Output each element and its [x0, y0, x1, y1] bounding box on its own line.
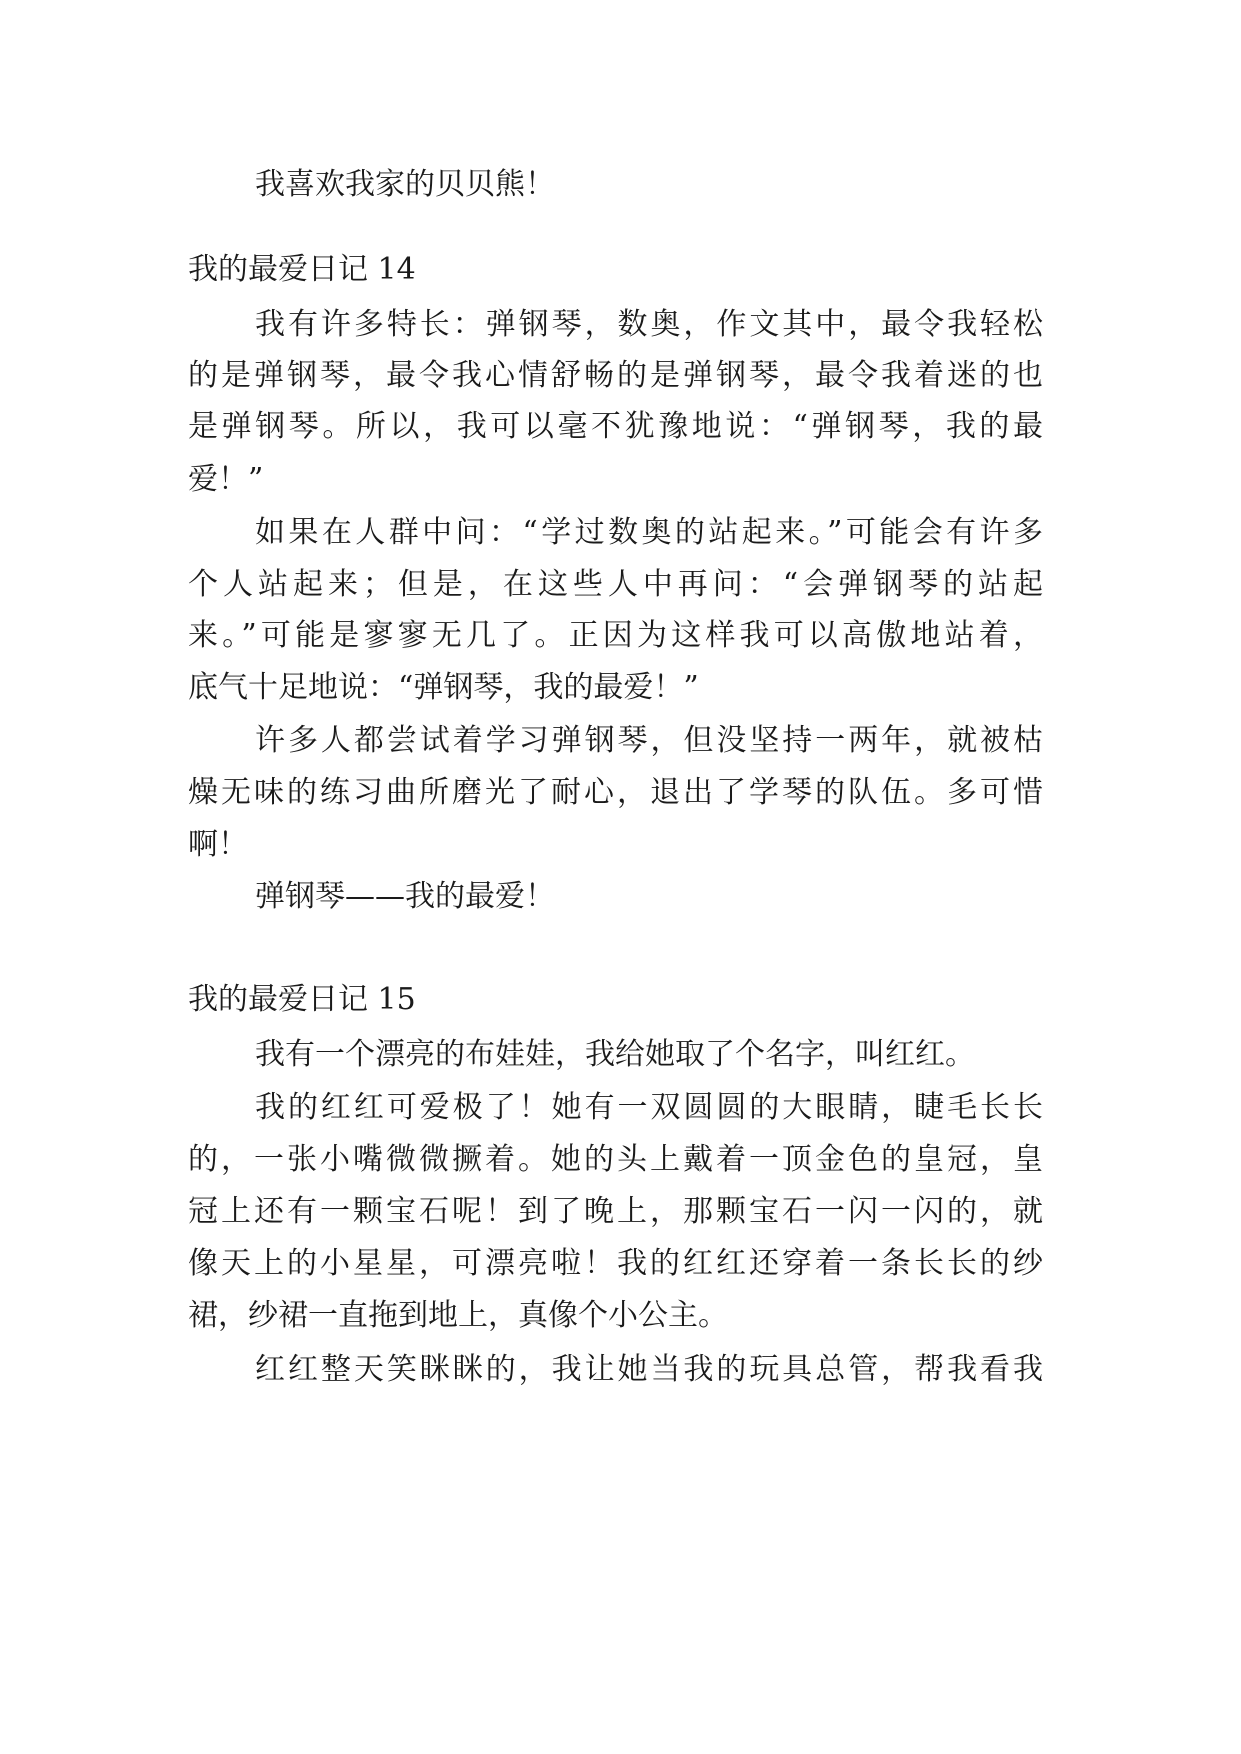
paragraph-line: 弹钢琴——我的最爱！	[255, 879, 555, 914]
paragraph-line: 我有许多特长：弹钢琴，数奥，作文其中，最令我轻松	[255, 307, 1043, 342]
paragraph-line: 冠上还有一颗宝石呢！到了晚上，那颗宝石一闪一闪的，就	[188, 1194, 1043, 1229]
paragraph-line: 的，一张小嘴微微撅着。她的头上戴着一顶金色的皇冠，皇	[188, 1142, 1043, 1177]
paragraph-line: 爱！”	[188, 462, 264, 497]
paragraph-line: 我有一个漂亮的布娃娃，我给她取了个名字，叫红红。	[255, 1037, 975, 1072]
paragraph-line: 啊！	[188, 827, 248, 862]
paragraph-line: 的是弹钢琴，最令我心情舒畅的是弹钢琴，最令我着迷的也	[188, 358, 1043, 393]
paragraph-line: 燥无味的练习曲所磨光了耐心，退出了学琴的队伍。多可惜	[188, 775, 1043, 810]
paragraph-line: 是弹钢琴。所以，我可以毫不犹豫地说：“弹钢琴，我的最	[188, 409, 1043, 444]
paragraph-line: 底气十足地说：“弹钢琴，我的最爱！”	[188, 670, 699, 705]
paragraph-line: 我喜欢我家的贝贝熊！	[255, 167, 555, 202]
paragraph-line: 许多人都尝试着学习弹钢琴，但没坚持一两年，就被枯	[255, 723, 1043, 758]
section-heading: 我的最爱日记 15	[188, 982, 416, 1017]
paragraph-line: 红红整天笑眯眯的，我让她当我的玩具总管，帮我看我	[255, 1352, 1043, 1387]
section-heading: 我的最爱日记 14	[188, 252, 416, 287]
paragraph-line: 我的红红可爱极了！她有一双圆圆的大眼睛，睫毛长长	[255, 1090, 1043, 1125]
paragraph-line: 来。”可能是寥寥无几了。正因为这样我可以高傲地站着，	[188, 618, 1043, 653]
paragraph-line: 裙，纱裙一直拖到地上，真像个小公主。	[188, 1298, 728, 1333]
paragraph-line: 像天上的小星星，可漂亮啦！我的红红还穿着一条长长的纱	[188, 1246, 1043, 1281]
paragraph-line: 如果在人群中问：“学过数奥的站起来。”可能会有许多	[255, 515, 1043, 550]
paragraph-line: 个人站起来；但是，在这些人中再问：“会弹钢琴的站起	[188, 567, 1043, 602]
